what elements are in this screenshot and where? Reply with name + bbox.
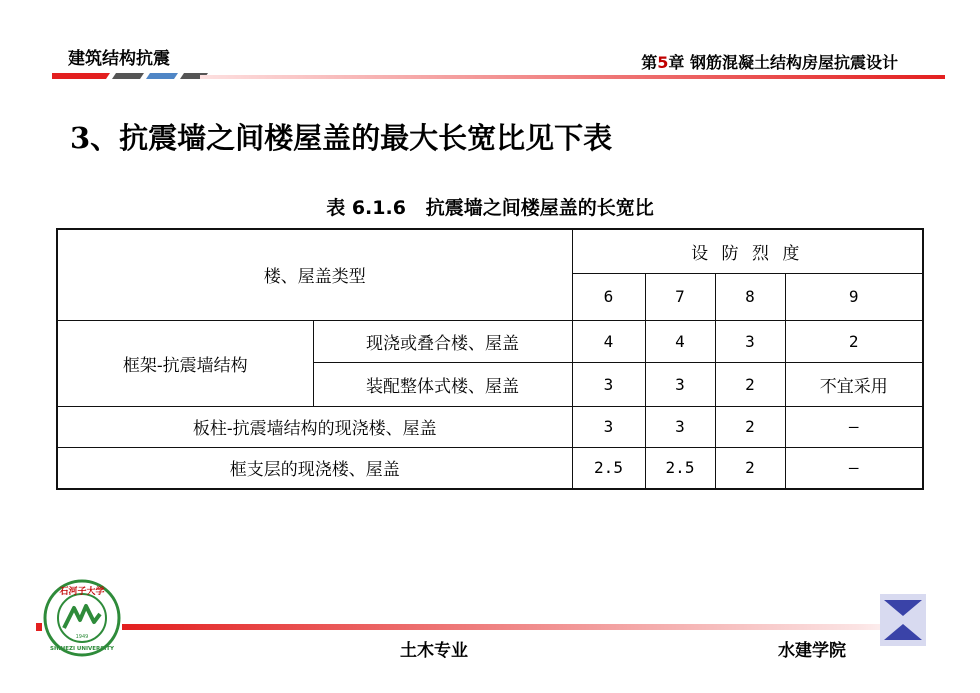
cell-value: 3 <box>572 362 645 406</box>
cell-value: 4 <box>645 320 715 362</box>
footer-major: 土木专业 <box>400 641 468 661</box>
header-decoration-bar <box>52 70 212 80</box>
slide-heading: 3、抗震墙之间楼屋盖的最大长宽比见下表 <box>70 121 613 155</box>
course-title: 建筑结构抗震 <box>68 49 170 69</box>
header-intensity: 设 防 烈 度 <box>572 229 923 273</box>
chapter-number: 5 <box>657 53 669 72</box>
nav-arrows-icon[interactable] <box>880 594 926 646</box>
cell-value: 2 <box>715 362 785 406</box>
cell-value: 3 <box>645 406 715 447</box>
row-type: 现浇或叠合楼、屋盖 <box>313 320 572 362</box>
cell-value: 2.5 <box>572 447 645 489</box>
cell-value: 2.5 <box>645 447 715 489</box>
intensity-8: 8 <box>715 273 785 320</box>
row-type: 装配整体式楼、屋盖 <box>313 362 572 406</box>
header-red-line <box>200 75 945 79</box>
cell-value: 2 <box>715 406 785 447</box>
row-type: 板柱-抗震墙结构的现浇楼、屋盖 <box>57 406 572 447</box>
cell-value: — <box>785 406 923 447</box>
university-logo <box>42 578 122 658</box>
cell-value: 3 <box>645 362 715 406</box>
logo-top-text: 石河子大学 <box>59 587 105 597</box>
footer-college: 水建学院 <box>778 641 846 661</box>
cell-value: 2 <box>785 320 923 362</box>
row-group-frame-wall: 框架-抗震墙结构 <box>57 320 313 406</box>
cell-value: 3 <box>715 320 785 362</box>
aspect-ratio-table <box>56 228 924 490</box>
cell-value: 4 <box>572 320 645 362</box>
table-caption: 表 6.1.6 抗震墙之间楼屋盖的长宽比 <box>326 197 654 219</box>
cell-value: — <box>785 447 923 489</box>
intensity-7: 7 <box>645 273 715 320</box>
header-floor-type: 楼、屋盖类型 <box>57 229 572 320</box>
cell-value: 2 <box>715 447 785 489</box>
intensity-9: 9 <box>785 273 923 320</box>
row-type: 框支层的现浇楼、屋盖 <box>57 447 572 489</box>
cell-value: 不宜采用 <box>785 362 923 406</box>
footer-red-line <box>122 624 922 630</box>
chapter-prefix: 第 <box>641 53 658 72</box>
chapter-title <box>641 50 898 73</box>
intensity-6: 6 <box>572 273 645 320</box>
logo-mark-text: 1949 <box>75 634 89 640</box>
logo-bottom-text: SHIHEZI UNIVERSITY <box>49 646 115 652</box>
cell-value: 3 <box>572 406 645 447</box>
chapter-suffix: 章 钢筋混凝土结构房屋抗震设计 <box>668 53 898 72</box>
